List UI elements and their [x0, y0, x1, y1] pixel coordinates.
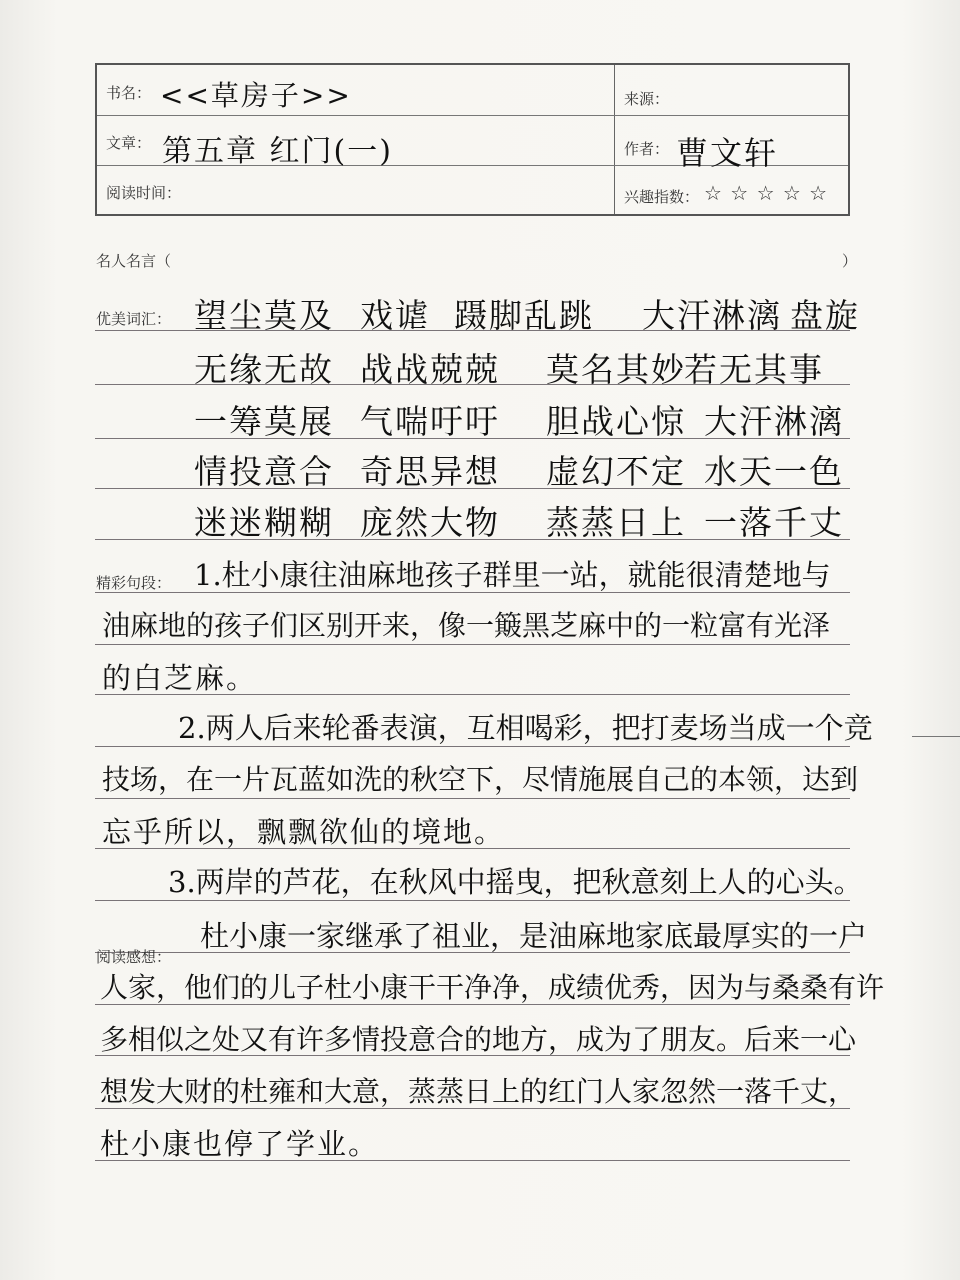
vocab-label: 优美词汇：	[96, 310, 172, 328]
vocab-word: 气喘吁吁	[360, 402, 500, 441]
reflection-line: 杜小康一家继承了祖业，是油麻地家底最厚实的一户	[200, 919, 868, 953]
quote-label: 名人名言（	[96, 252, 172, 270]
vocab-word: 一筹莫展	[194, 402, 334, 441]
excerpt-line: 油麻地的孩子们区别开来，像一簸黑芝麻中的一粒富有光泽	[102, 609, 831, 642]
vocab-word: 戏谑	[360, 296, 430, 335]
book-value: <<草房子>>	[160, 79, 352, 112]
source-label: 来源：	[624, 90, 670, 108]
vocab-word: 奇思异想	[360, 452, 500, 491]
reflection-line: 多相似之处又有许多情投意合的地方，成为了朋友。后来一心	[100, 1023, 857, 1056]
vocab-word: 情投意合	[194, 452, 334, 491]
ruled-line	[95, 798, 850, 799]
reflection-label: 阅读感想：	[96, 948, 172, 966]
reflection-line: 人家，他们的儿子杜小康干干净净，成绩优秀，因为与桑桑有许	[100, 971, 885, 1004]
vocab-word: 莫名其妙	[546, 350, 686, 389]
vocab-word: 若无其事	[684, 350, 824, 389]
vocab-word: 虚幻不定	[546, 452, 686, 491]
author-label: 作者：	[624, 140, 670, 158]
table-divider	[614, 65, 615, 214]
vocab-word: 蹑脚乱跳	[454, 296, 594, 335]
vocab-word: 一落千丈	[704, 503, 844, 542]
reflection-line: 想发大财的杜雍和大意，蒸蒸日上的红门人家忽然一落千丈，	[100, 1075, 857, 1108]
book-label: 书名：	[106, 84, 152, 102]
quote-close: ）	[842, 252, 858, 270]
vocab-word: 胆战心惊	[546, 402, 686, 441]
vocab-word: 迷迷糊糊	[194, 503, 334, 542]
vocab-word: 水天一色	[704, 452, 844, 491]
reflection-line: 杜小康也停了学业。	[100, 1127, 380, 1161]
vocab-word: 盘旋	[790, 296, 860, 335]
ruled-line-margin	[912, 736, 960, 737]
excerpt-line: 2.两人后来轮番表演，互相喝彩，把打麦场当成一个竞	[178, 711, 873, 745]
excerpt-line: 忘乎所以，飘飘欲仙的境地。	[102, 815, 506, 849]
reading-time-label: 阅读时间：	[106, 184, 182, 202]
interest-stars: ☆ ☆ ☆ ☆ ☆	[704, 181, 829, 205]
author-value: 曹文轩	[676, 134, 779, 172]
excerpt-line: 的白芝麻。	[102, 661, 258, 695]
vocab-word: 无缘无故	[194, 350, 334, 389]
vocab-word: 望尘莫及	[194, 296, 334, 335]
vocab-word: 蒸蒸日上	[546, 503, 686, 542]
vocab-word: 战战兢兢	[360, 350, 500, 389]
chapter-label: 文章：	[106, 134, 152, 152]
vocab-word: 大汗淋漓	[704, 402, 844, 441]
excerpts-label: 精彩句段：	[96, 574, 172, 592]
ruled-line	[95, 644, 850, 645]
excerpt-line: 3.两岸的芦花，在秋风中摇曳，把秋意刻上人的心头。	[168, 865, 863, 899]
vocab-word: 大汗淋漓	[642, 296, 782, 335]
vocab-word: 庞然大物	[360, 503, 500, 542]
interest-label: 兴趣指数：	[624, 188, 700, 206]
excerpt-line: 1.杜小康往油麻地孩子群里一站，就能很清楚地与	[194, 558, 831, 592]
table-rule	[97, 115, 848, 116]
excerpt-line: 技场，在一片瓦蓝如洗的秋空下，尽情施展自己的本领，达到	[102, 763, 859, 796]
chapter-value: 第五章 红门(一)	[162, 134, 393, 169]
